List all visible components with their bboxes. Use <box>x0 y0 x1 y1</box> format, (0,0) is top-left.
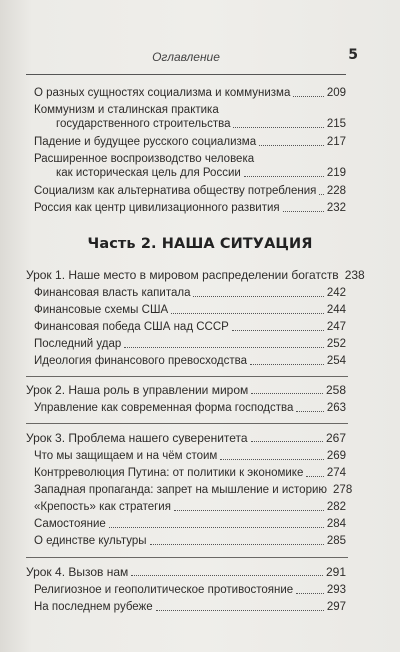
dot-leader <box>171 313 324 314</box>
lesson-page: 238 <box>344 268 365 282</box>
lesson-title: Урок 4. Вызов нам <box>26 565 129 579</box>
toc-entry-title: Социализм как альтернатива обществу потребления <box>34 185 317 197</box>
toc-subentry-page: 274 <box>326 467 346 479</box>
toc-subentry <box>34 337 346 351</box>
toc-entry-title-continued: как историческая цель для России <box>56 167 241 179</box>
dot-leader <box>244 176 324 177</box>
toc-subentry <box>34 517 346 531</box>
toc-entry <box>34 86 346 100</box>
page-number: 5 <box>348 47 358 63</box>
toc-subentry-page: 293 <box>326 584 346 596</box>
dot-leader <box>124 347 324 348</box>
toc-subentry-page: 284 <box>326 518 346 530</box>
toc-subentry-title: Финансовая победа США над СССР <box>34 321 229 333</box>
toc-entry-page: 215 <box>326 118 346 130</box>
lesson-page: 267 <box>325 431 346 445</box>
dot-leader <box>150 544 324 545</box>
toc-entry-title: Коммунизм и сталинская практика <box>34 104 219 116</box>
toc-entry <box>34 201 346 215</box>
toc-entry-title: Расширенное воспроизводство человека <box>34 153 255 165</box>
dot-leader <box>296 593 324 594</box>
separator <box>26 423 348 424</box>
dot-leader <box>109 527 324 528</box>
lesson-title: Урок 3. Проблема нашего суверенитета <box>26 431 248 445</box>
toc-entry <box>34 152 346 180</box>
toc-subentry <box>34 600 346 614</box>
lesson-entry <box>26 268 365 282</box>
dot-leader <box>193 296 323 297</box>
toc-entry <box>34 103 346 131</box>
toc-subentry <box>34 534 346 548</box>
toc-entry-page: 232 <box>326 202 346 214</box>
toc-subentry-title: О единстве культуры <box>34 535 147 547</box>
toc-entry-title: Россия как центр цивилизационного развития <box>34 202 280 214</box>
toc-entry-title-continued: государственного строительства <box>56 118 231 130</box>
toc-subentry-page: 263 <box>326 402 346 414</box>
toc-subentry <box>34 583 346 597</box>
dot-leader <box>306 476 323 477</box>
toc-entry-page: 217 <box>326 136 346 148</box>
lesson-entry <box>26 383 346 397</box>
dot-leader <box>174 510 324 511</box>
dot-leader <box>251 441 323 442</box>
toc-subentry-title: Финансовая власть капитала <box>34 287 191 299</box>
toc-subentry <box>34 354 346 368</box>
toc-subentry-title: На последнем рубеже <box>34 601 153 613</box>
dot-leader <box>220 459 323 460</box>
toc-entry <box>34 184 346 198</box>
toc-subentry-title: «Крепость» как стратегия <box>34 501 171 513</box>
toc-subentry-title: Религиозное и геополитическое противостояние <box>34 584 294 596</box>
toc-subentry-page: 252 <box>326 338 346 350</box>
toc-subentry <box>34 303 346 317</box>
separator <box>26 376 348 377</box>
toc-entry-page: 219 <box>326 167 346 179</box>
toc-subentry-page: 244 <box>326 304 346 316</box>
lesson-entry <box>26 565 346 579</box>
dot-leader <box>251 393 323 394</box>
toc-subentry-page: 242 <box>326 287 346 299</box>
dot-leader <box>259 145 324 146</box>
lesson-title: Урок 2. Наша роль в управлении миром <box>26 383 249 397</box>
dot-leader <box>131 575 323 576</box>
toc-subentry <box>34 466 346 480</box>
toc-subentry <box>34 449 346 463</box>
toc-subentry-page: 297 <box>326 601 346 613</box>
part-heading: Часть 2. НАША СИТУАЦИЯ <box>87 236 313 252</box>
toc-entry-title: О разных сущностях социализма и коммунизма <box>34 87 291 99</box>
dot-leader <box>250 364 324 365</box>
toc-subentry-page: 285 <box>326 535 346 547</box>
lesson-entry <box>26 431 346 445</box>
toc-subentry <box>34 500 346 514</box>
lesson-title: Урок 1. Наше место в мировом распределении богатств <box>26 268 339 282</box>
running-title: Оглавление <box>152 50 220 64</box>
toc-subentry <box>34 483 353 497</box>
toc-entry-title: Падение и будущее русского социализма <box>34 136 257 148</box>
toc-entry-page: 209 <box>326 87 346 99</box>
dot-leader <box>296 411 323 412</box>
toc-subentry-title: Западная пропаганда: запрет на мышление и историю <box>34 484 328 496</box>
toc-subentry-title: Управление как современная форма господства <box>34 402 294 414</box>
toc-subentry-title: Что мы защищаем и на чём стоим <box>34 450 218 462</box>
toc-subentry-title: Контрреволюция Путина: от политики к экономике <box>34 467 304 479</box>
lesson-page: 291 <box>325 565 346 579</box>
toc-subentry-page: 282 <box>326 501 346 513</box>
lesson-page: 258 <box>325 383 346 397</box>
toc-subentry <box>34 286 346 300</box>
dot-leader <box>283 211 324 212</box>
dot-leader <box>232 330 324 331</box>
toc-entry <box>34 135 346 149</box>
toc-subentry-title: Последний удар <box>34 338 122 350</box>
toc-subentry-page: 254 <box>326 355 346 367</box>
toc-entry-page: 228 <box>326 185 346 197</box>
toc-subentry-page: 247 <box>326 321 346 333</box>
dot-leader <box>233 127 323 128</box>
dot-leader <box>319 194 323 195</box>
toc-subentry <box>34 401 346 415</box>
toc-subentry <box>34 320 346 334</box>
dot-leader <box>156 610 324 611</box>
running-head <box>26 50 346 75</box>
separator <box>26 557 348 558</box>
toc-subentry-page: 278 <box>333 484 353 496</box>
toc-subentry-page: 269 <box>326 450 346 462</box>
dot-leader <box>293 96 323 97</box>
toc-subentry-title: Самостояние <box>34 518 106 530</box>
toc-subentry-title: Идеология финансового превосходства <box>34 355 247 367</box>
toc-subentry-title: Финансовые схемы США <box>34 304 169 316</box>
